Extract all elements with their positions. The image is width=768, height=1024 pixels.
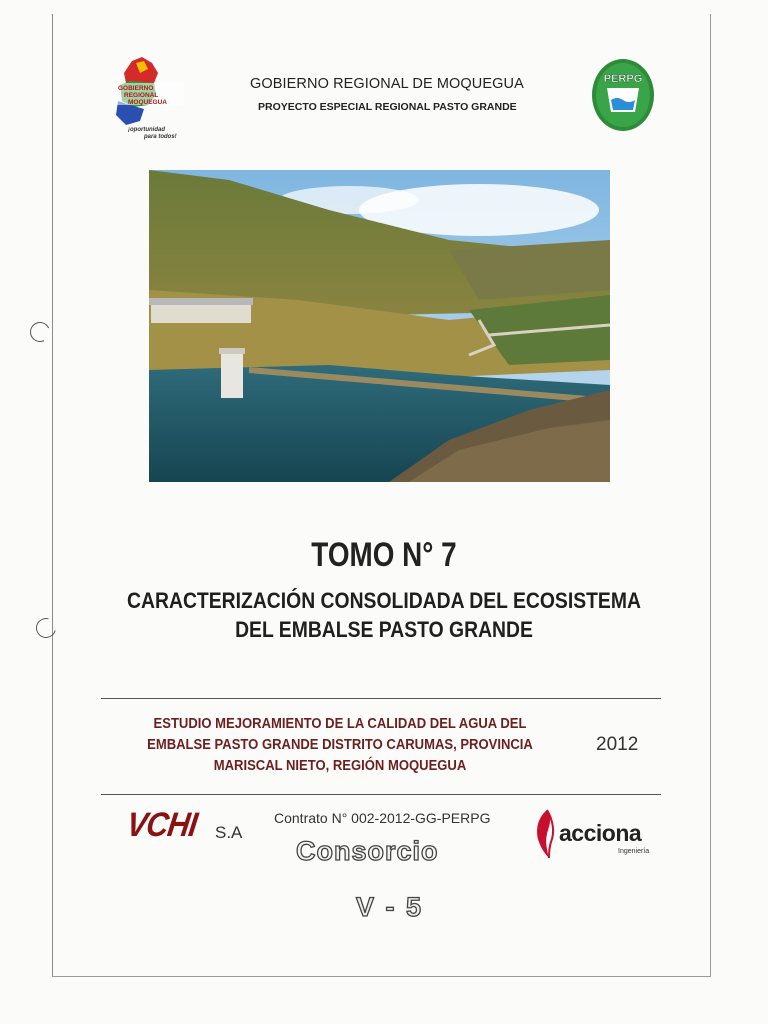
study-line-2: EMBALSE PASTO GRANDE DISTRITO CARUMAS, PROVINCIA	[147, 737, 533, 753]
version-label: V - 5	[356, 892, 424, 922]
subtitle-line-2: DEL EMBALSE PASTO GRANDE	[235, 617, 533, 642]
perpg-logo	[591, 58, 655, 132]
logo-line-2: REGIONAL	[124, 92, 159, 99]
study-year: 2012	[596, 734, 639, 755]
study-line-1: ESTUDIO MEJORAMIENTO DE LA CALIDAD DEL AGUA DEL	[153, 716, 527, 732]
logo-line-1: GOBIERNO	[118, 85, 154, 92]
divider-top	[101, 698, 661, 699]
acciona-subtitle: Ingeniería	[618, 848, 650, 855]
acciona-leaf-icon	[533, 808, 559, 860]
logo-tagline: ¡oportunidad para todos!	[128, 127, 177, 140]
consortium-label: Consorcio	[296, 836, 439, 866]
study-line-3: MARISCAL NIETO, REGIÓN MOQUEGUA	[213, 758, 467, 774]
vchi-suffix: S.A	[215, 823, 243, 842]
vchi-logo: VCHI	[124, 806, 200, 844]
staple-mark-top	[27, 319, 53, 345]
volume-title: TOMO N° 7	[311, 536, 457, 574]
reservoir-photo	[149, 170, 610, 482]
acciona-logo	[533, 808, 663, 864]
study-title	[142, 714, 538, 777]
logo-line-3: MOQUEGUA	[128, 99, 167, 106]
project-name: PROYECTO ESPECIAL REGIONAL PASTO GRANDE	[258, 101, 517, 113]
acciona-wordmark: acciona	[559, 820, 642, 846]
divider-bottom	[101, 794, 661, 795]
perpg-logo-text: PERPG	[603, 73, 643, 85]
subtitle-line-1: CARACTERIZACIÓN CONSOLIDADA DEL ECOSISTEMA	[127, 588, 641, 613]
contract-number: Contrato N° 002-2012-GG-PERPG	[274, 810, 491, 826]
organization-name: GOBIERNO REGIONAL DE MOQUEGUA	[250, 76, 524, 92]
gobierno-regional-logo	[110, 55, 190, 145]
